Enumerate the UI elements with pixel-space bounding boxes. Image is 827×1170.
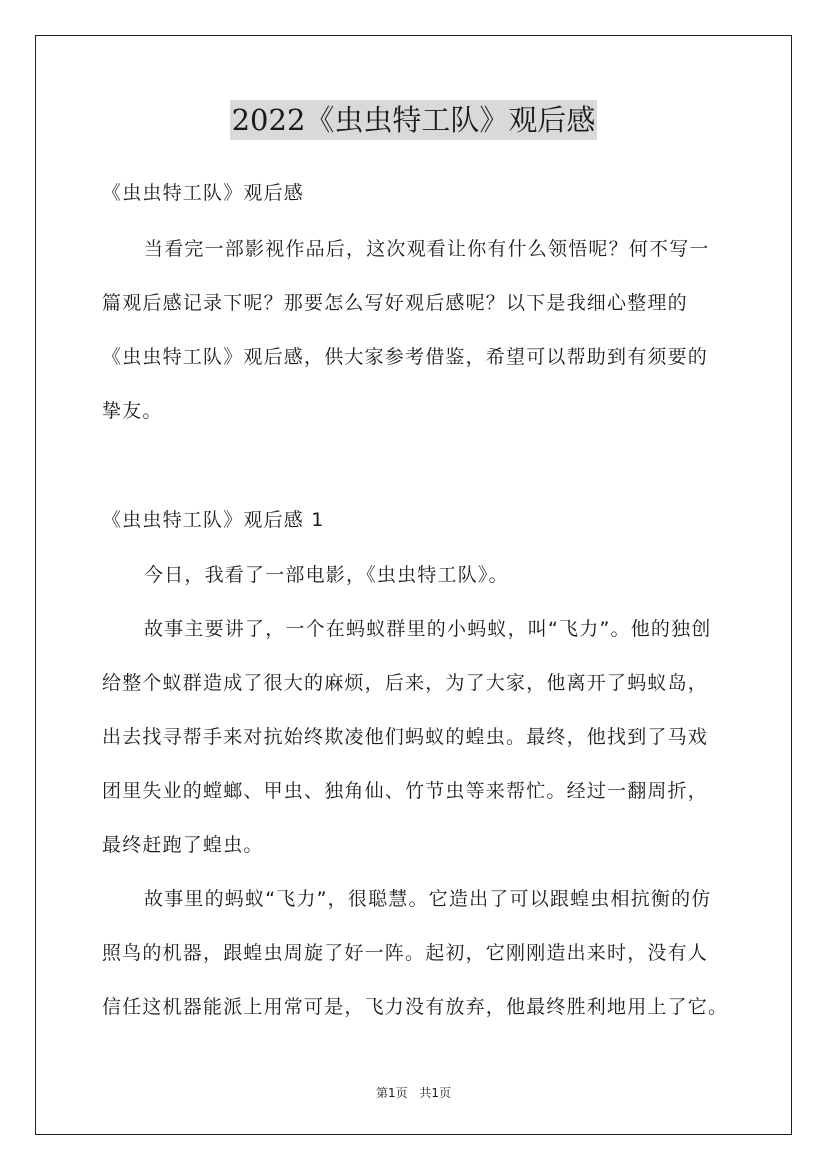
paragraph-line: 团里失业的螳螂、甲虫、独角仙、竹节虫等来帮忙。经过一翻周折， [102,780,709,802]
paragraph-line: 当看完一部影视作品后，这次观看让你有什么领悟呢？何不写一 [144,238,710,260]
page-total: 共1页 [419,1086,452,1100]
page-number: 第1页 [375,1086,408,1100]
paragraph-line: 信任这机器能派上用常可是，飞力没有放弃，他最终胜利地用上了它。 [102,996,729,1018]
page-footer [0,1084,827,1101]
paragraph-line: 故事里的蚂蚁“飞力”，很聪慧。它造出了可以跟蝗虫相抗衡的仿 [144,888,712,910]
title-container [0,100,827,140]
paragraph-line: 出去找寻帮手来对抗始终欺凌他们蚂蚁的蝗虫。最终，他找到了马戏 [102,726,709,748]
page-title: 2022《虫虫特工队》观后感 [230,100,598,140]
paragraph-line: 照鸟的机器，跟蝗虫周旋了好一阵。起初，它刚刚造出来时，没有人 [102,942,709,964]
paragraph-line: 今日，我看了一部电影，《虫虫特工队》。 [144,564,509,586]
paragraph-line: 最终赶跑了蝗虫。 [102,834,264,856]
paragraph-line: 给整个蚁群造成了很大的麻烦，后来，为了大家，他离开了蚂蚁岛， [102,672,709,694]
paragraph-line: 篇观后感记录下呢？那要怎么写好观后感呢？以下是我细心整理的 [102,292,688,314]
subtitle-line: 《虫虫特工队》观后感 [102,182,305,204]
section-heading: 《虫虫特工队》观后感 1 [102,509,325,531]
paragraph-line: 《虫虫特工队》观后感，供大家参考借鉴，希望可以帮助到有须要的 [102,346,709,368]
paragraph-line: 挚友。 [102,400,163,422]
paragraph-line: 故事主要讲了，一个在蚂蚁群里的小蚂蚁，叫“飞力”。他的独创 [144,618,712,640]
